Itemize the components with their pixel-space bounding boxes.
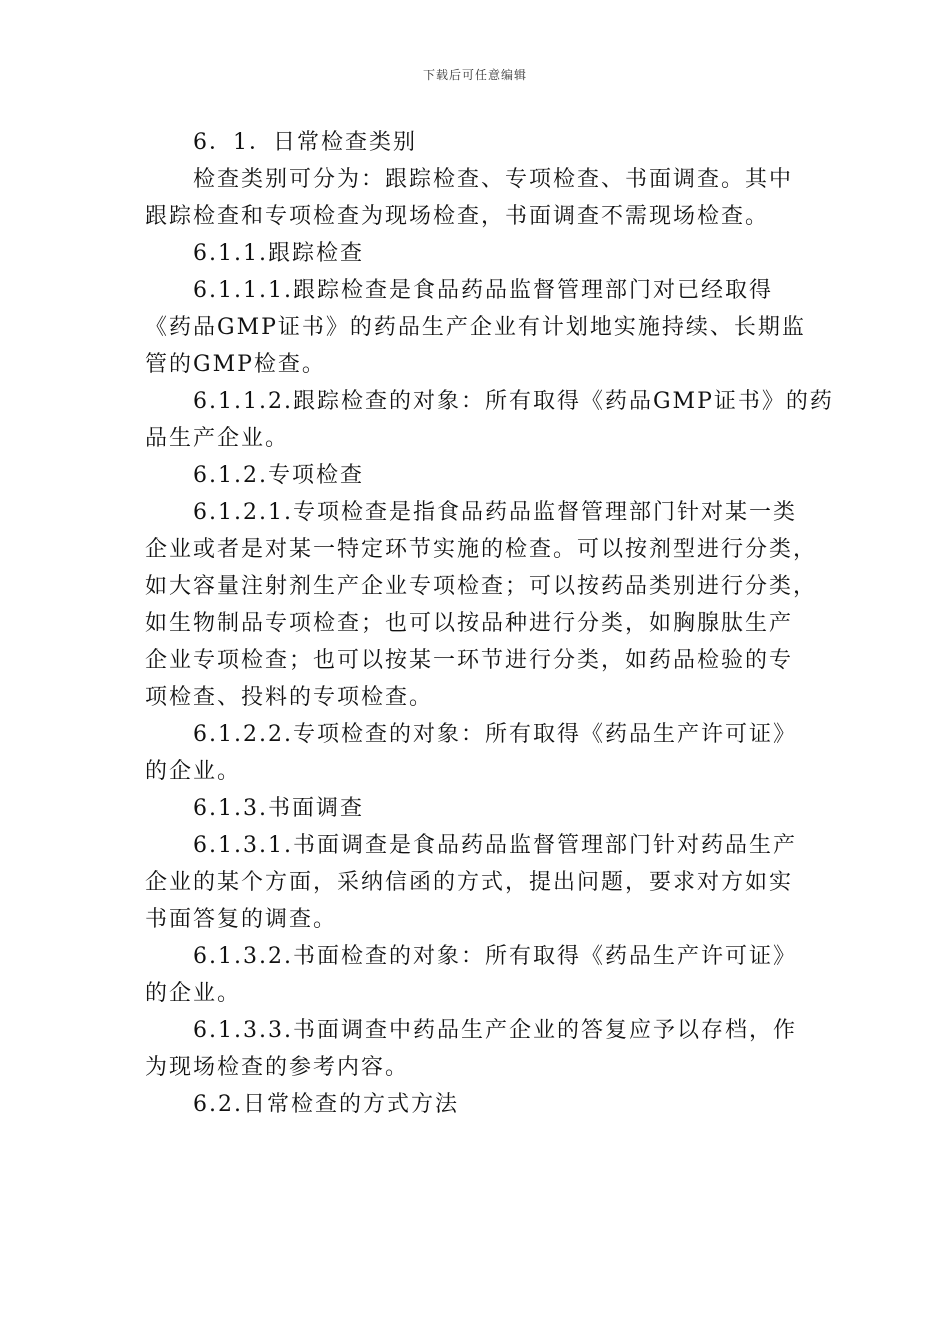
text-line: 6.1.2.1.专项检查是指食品药品监督管理部门针对某一类: [193, 500, 797, 525]
text-line: 6.1.3.3.书面调查中药品生产企业的答复应予以存档，作: [193, 1018, 797, 1043]
text-line: 品生产企业。: [145, 426, 290, 451]
text-line: 企业的某个方面，采纳信函的方式，提出问题，要求对方如实: [145, 870, 794, 895]
text-line: 跟踪检查和专项检查为现场检查，书面调查不需现场检查。: [145, 204, 770, 229]
text-line: 为现场检查的参考内容。: [145, 1055, 410, 1080]
text-line: 的企业。: [145, 981, 242, 1006]
text-line: 6.2.日常检查的方式方法: [193, 1092, 459, 1117]
text-line: 企业专项检查；也可以按某一环节进行分类，如药品检验的专: [145, 648, 794, 673]
text-line: 6.1.3.2.书面检查的对象：所有取得《药品生产许可证》: [193, 944, 797, 969]
text-line: 检查类别可分为：跟踪检查、专项检查、书面调查。其中: [193, 167, 794, 192]
text-line: 项检查、投料的专项检查。: [145, 685, 434, 710]
text-line: 6.1.1.跟踪检查: [193, 241, 364, 266]
text-line: 6．1．日常检查类别: [193, 130, 417, 155]
page-header: 下载后可任意编辑: [422, 68, 527, 82]
text-line: 的企业。: [145, 759, 242, 784]
text-line: 如大容量注射剂生产企业专项检查；可以按药品类别进行分类，: [145, 574, 818, 599]
text-line: 6.1.2.2.专项检查的对象：所有取得《药品生产许可证》: [193, 722, 797, 747]
text-line: 6.1.2.专项检查: [193, 463, 364, 488]
document-body: [145, 124, 834, 1123]
text-line: 《药品GMP证书》的药品生产企业有计划地实施持续、长期监: [145, 315, 806, 340]
text-line: 企业或者是对某一特定环节实施的检查。可以按剂型进行分类，: [145, 537, 818, 562]
text-line: 6.1.1.2.跟踪检查的对象：所有取得《药品GMP证书》的药: [193, 389, 834, 414]
text-line: 管的GMP检查。: [145, 352, 326, 377]
text-line: 6.1.3.1.书面调查是食品药品监督管理部门针对药品生产: [193, 833, 797, 858]
text-line: 6.1.3.书面调查: [193, 796, 364, 821]
text-line: 书面答复的调查。: [145, 907, 338, 932]
text-line: 如生物制品专项检查；也可以按品种进行分类，如胸腺肽生产: [145, 611, 794, 636]
text-line: 6.1.1.1.跟踪检查是食品药品监督管理部门对已经取得: [193, 278, 773, 303]
